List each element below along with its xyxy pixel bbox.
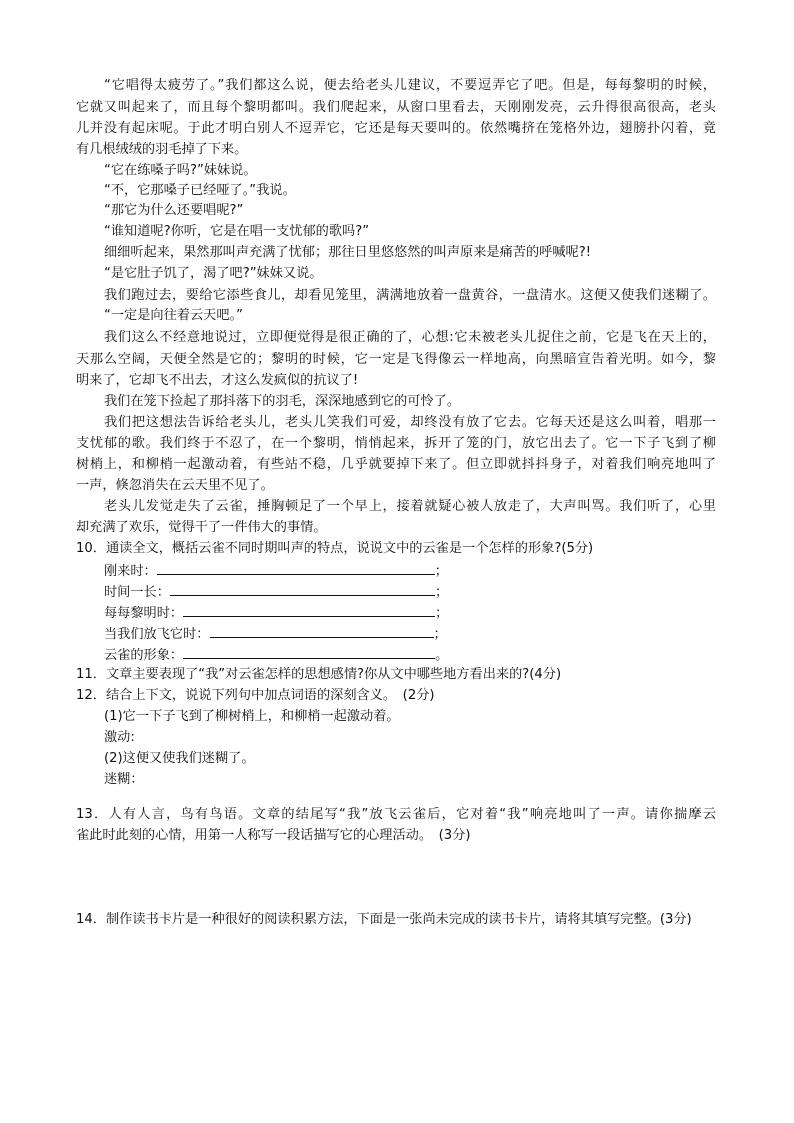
question-14-stem: 14．制作读书卡片是一种很好的阅读积累方法，下面是一张尚未完成的读书卡片，请将其填写完整。(3分) bbox=[76, 912, 692, 927]
answer-end: ； bbox=[433, 627, 447, 642]
answer-blank[interactable] bbox=[183, 645, 435, 659]
passage-line: 有几根绒绒的羽毛掉了下来。 bbox=[76, 142, 248, 157]
question-12-sentence-1: (1)它一下子飞到了柳树梢上，和柳梢一起激动着。 bbox=[104, 709, 400, 724]
answer-blank[interactable] bbox=[210, 624, 434, 638]
question-12-sentence-2: (2)这便又使我们迷糊了。 bbox=[104, 751, 255, 766]
question-12-label-1: 激动: bbox=[104, 730, 135, 745]
passage-line: 细细听起来，果然那叫声充满了忧郁；那往日里悠悠然的叫声原来是痛苦的呼喊呢?! bbox=[104, 245, 592, 260]
passage-line: 我们在笼下捡起了那抖落下的羽毛，深深地感到它的可怜了。 bbox=[104, 394, 461, 409]
passage-line: 我们把这想法告诉给老头儿，老头儿笑我们可爱，却终没有放了它去。它每天还是这么叫着，唱那一 bbox=[104, 415, 716, 430]
passage-line: “一定是向往着云天吧。” bbox=[104, 308, 243, 323]
answer-blank[interactable] bbox=[157, 561, 435, 575]
passage-line: 我们这么不经意地说过，立即便觉得是很正确的了，心想:它未被老头儿捉住之前，它是飞在天上的， bbox=[104, 330, 716, 345]
answer-row bbox=[104, 561, 448, 581]
passage-line: 天那么空阔，天便全然是它的；黎明的时候，它一定是飞得像云一样地高，向黑暗宣告着光明。如今，黎 bbox=[76, 352, 716, 367]
answer-row bbox=[104, 624, 447, 644]
passage-line: 它就又叫起来了，而且每个黎明都叫。我们爬起来，从窗口里看去，天刚刚发亮，云升得很高很高，老头 bbox=[76, 100, 716, 115]
answer-label: 当我们放飞它时： bbox=[104, 627, 210, 642]
answer-label: 每每黎明时： bbox=[104, 606, 184, 621]
answer-label: 云雀的形象： bbox=[104, 648, 184, 663]
passage-line: 儿并没有起床呢。于此才明白别人不逗弄它，它还是每天要叫的。依然嘴挤在笼格外边，翅膀扑闪着，竟 bbox=[76, 121, 716, 136]
answer-row bbox=[104, 645, 448, 665]
passage-line: “不，它那嗓子已经哑了。”我说。 bbox=[104, 183, 296, 198]
passage-line: 却充满了欢乐，觉得干了一件伟大的事情。 bbox=[76, 520, 327, 535]
question-13-line: 雀此时此刻的心情，用第一人称写一段话描写它的心理活动。 (3分) bbox=[76, 828, 471, 843]
answer-end: ； bbox=[434, 585, 449, 600]
answer-blank[interactable] bbox=[170, 582, 435, 596]
question-10-stem: 10．通读全文，概括云雀不同时期叫声的特点，说说文中的云雀是一个怎样的形象?(5分) bbox=[76, 541, 594, 556]
question-12-stem: 12．结合上下文，说说下列句中加点词语的深刻含义。 (2分) bbox=[76, 688, 435, 703]
passage-line: “它在练嗓子吗?”妹妹说。 bbox=[104, 163, 257, 178]
passage-line: “谁知道呢?你听，它是在唱一支忧郁的歌吗?” bbox=[104, 224, 370, 239]
answer-blank[interactable] bbox=[183, 603, 435, 617]
question-11-stem: 11．文章主要表现了“我”对云雀怎样的思想感情?你从文中哪些地方看出来的?(4分) bbox=[76, 667, 562, 682]
passage-line: “那它为什么还要唱呢?” bbox=[104, 203, 244, 218]
passage-line: “是它肚子饥了，渴了吧?”妹妹又说。 bbox=[104, 266, 323, 281]
passage-line: 我们跑过去，要给它添些食儿，却看见笼里，满满地放着一盘黄谷，一盘清水。这便又使我们迷糊了。 bbox=[104, 288, 716, 303]
answer-label: 刚来时： bbox=[104, 564, 157, 579]
passage-line: “它唱得太疲劳了。”我们都这么说，便去给老头儿建议，不要逗弄它了吧。但是，每每黎明的时候， bbox=[104, 78, 716, 93]
passage-line: 树梢上，和柳梢一起激动着，有些站不稳，几乎就要掉下来了。但立即就抖抖身子，对着我们响亮地叫了 bbox=[76, 457, 716, 472]
question-12-label-2: 迷糊： bbox=[104, 772, 144, 787]
question-13-line: 13．人有人言，鸟有鸟语。文章的结尾写“我”放飞云雀后，它对着“我”响亮地叫了一声。请你揣摩云 bbox=[76, 807, 716, 822]
answer-row bbox=[104, 582, 448, 602]
passage-line: 一声，倏忽消失在云天里不见了。 bbox=[76, 478, 274, 493]
answer-label: 时间一长： bbox=[104, 585, 170, 600]
passage-line: 支忧郁的歌。我们终于不忍了，在一个黎明，悄悄起来，拆开了笼的门，放它出去了。它一下子飞到了柳 bbox=[76, 436, 716, 451]
answer-end: ； bbox=[435, 606, 449, 621]
passage-line: 老头儿发觉走失了云雀，捶胸顿足了一个早上，接着就疑心被人放走了，大声叫骂。我们听了，心里 bbox=[104, 499, 716, 514]
answer-end: ； bbox=[434, 564, 448, 579]
answer-row bbox=[104, 603, 448, 623]
answer-end: 。 bbox=[435, 648, 449, 663]
passage-line: 明来了，它却飞不出去，才这么发疯似的抗议了! bbox=[76, 373, 359, 388]
